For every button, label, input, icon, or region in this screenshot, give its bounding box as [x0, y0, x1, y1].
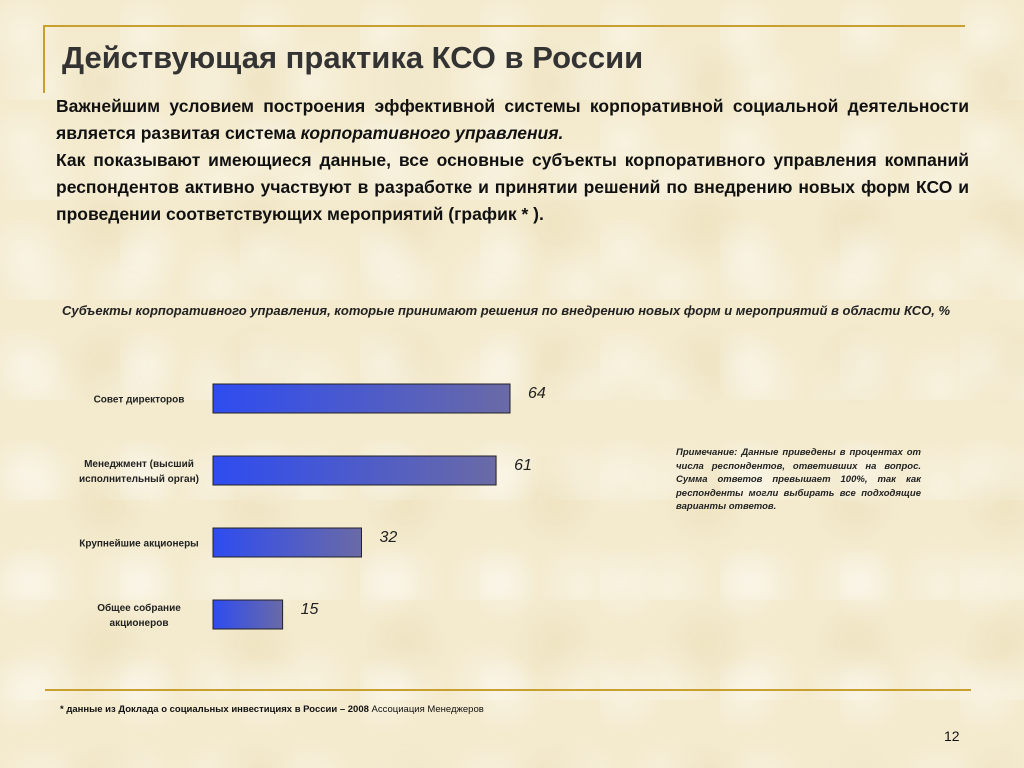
category-label: Совет директоров [93, 394, 185, 406]
intro-p1-text: Важнейшим условием построения эффективной системы корпоративной социальной деятельности является развитая система [56, 96, 969, 143]
chart-note: Примечание: Данные приведены в процентах от числа респондентов, ответивших на вопрос. Сумма ответов превышает 100%, так как респонденты могли выбирать все подходящие варианты ответов. [676, 447, 921, 512]
bar [213, 384, 510, 413]
bar-value-label: 15 [300, 601, 319, 618]
bar-value-label: 61 [514, 457, 532, 474]
page-title: Действующая практика КСО в России [62, 40, 644, 75]
bar-value-label: 32 [379, 529, 398, 546]
bottom-divider [45, 689, 971, 691]
chart-title: Субъекты корпоративного управления, которые принимают решения по внедрению новых форм и мероприятий в области КСО, % [62, 303, 951, 318]
source-footnote [60, 704, 484, 715]
category-label: Общее собрание акционеров [97, 603, 181, 629]
footnote-bold: * данные из Доклада о социальных инвестициях в России – 2008 [60, 704, 369, 715]
footnote-normal: Ассоциация Менеджеров [368, 704, 484, 715]
category-label: Менеджмент (высший исполнительный орган) [79, 459, 199, 485]
page-number: 12 [944, 728, 960, 744]
bar [213, 456, 496, 485]
intro-paragraph-2: Как показывают имеющиеся данные, все основные субъекты корпоративного управления компаний респондентов активно участвуют в разработке и принятии решений по внедрению новых форм КСО и проведении соответствующих мероприятий (график * ). [56, 150, 969, 224]
bar-value-label: 64 [528, 385, 546, 402]
category-label: Крупнейшие акционеры [79, 538, 199, 550]
bar [213, 600, 283, 629]
intro-p1-emphasis: корпоративного управления. [300, 123, 564, 143]
bar [213, 528, 362, 557]
